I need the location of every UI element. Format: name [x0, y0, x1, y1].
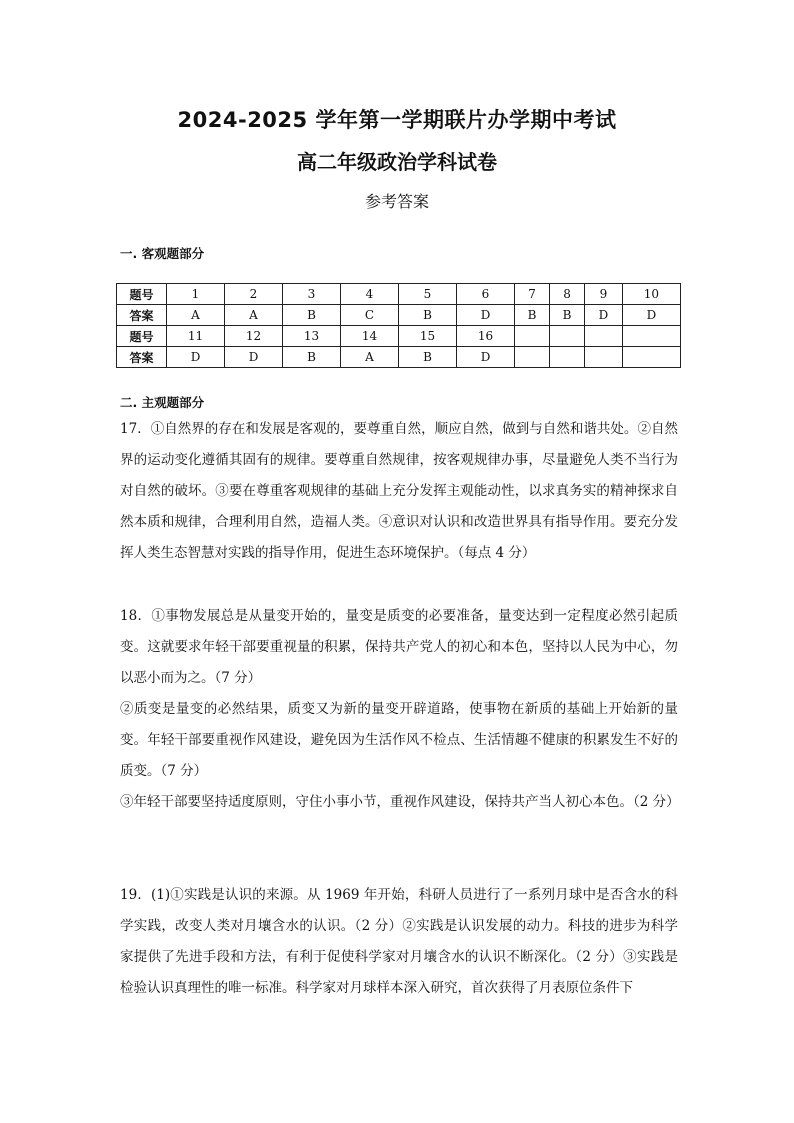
document-type: 参考答案 [364, 192, 429, 211]
answer-table [116, 283, 681, 368]
table-cell: A [341, 347, 399, 368]
table-cell: A [167, 305, 225, 326]
table-cell: B [515, 305, 550, 326]
exam-title: 2024-2025 学年第一学期联片办学期中考试 [177, 108, 617, 132]
table-cell: 13 [283, 326, 341, 347]
table-cell [515, 347, 550, 368]
table-cell: 5 [399, 284, 457, 305]
table-cell: A [225, 305, 283, 326]
table-cell: 6 [457, 284, 515, 305]
table-cell: 9 [585, 284, 623, 305]
table-cell [550, 347, 585, 368]
answer-17 [120, 414, 678, 569]
row-label-question: 题号 [117, 326, 167, 347]
section-objective-heading: 一. 客观题部分 [120, 246, 205, 261]
answer-18 [120, 601, 678, 818]
table-cell: B [283, 305, 341, 326]
table-cell: 1 [167, 284, 225, 305]
table-cell: 10 [622, 284, 680, 305]
table-cell: 4 [341, 284, 399, 305]
table-cell: B [283, 347, 341, 368]
table-cell [550, 326, 585, 347]
table-cell: B [399, 347, 457, 368]
section-subjective-heading: 二. 主观题部分 [120, 395, 205, 410]
table-cell: 8 [550, 284, 585, 305]
table-cell: D [622, 305, 680, 326]
table-cell: 12 [225, 326, 283, 347]
table-cell: 3 [283, 284, 341, 305]
table-row-answers-1 [117, 305, 681, 326]
table-cell: 11 [167, 326, 225, 347]
table-cell [622, 347, 680, 368]
table-cell: D [585, 305, 623, 326]
table-cell [515, 326, 550, 347]
table-cell [585, 347, 623, 368]
table-row-question-numbers-2 [117, 326, 681, 347]
table-cell: 2 [225, 284, 283, 305]
table-cell: C [341, 305, 399, 326]
exam-subtitle: 高二年级政治学科试卷 [297, 150, 497, 174]
answer-18-point-3: ③年轻干部要坚持适度原则，守住小事小节，重视作风建设，保持共产当人初心本色。（2 分） [120, 794, 680, 810]
answer-18-point-2: ②质变是量变的必然结果，质变又为新的量变开辟道路，使事物在新质的基础上开始新的量变。年轻干部要重视作风建设，避免因为生活作风不检点、生活情趣不健康的积累发生不好的质变。（7 分） [120, 701, 678, 779]
answer-19-text: 19．(1)①实践是认识的来源。从 1969 年开始，科研人员进行了一系列月球中是否含水的科学实践，改变人类对月壤含水的认识。（2 分）②实践是认识发展的动力。科技的进步为科学家提供了先进手段和方法，有利于促使科学家对月壤含水的认识不断深化。（2 分）③实践是检验认识真理性的唯一标准。科学家对月球样本深入研究，首次获得了月表原位条件下 [120, 887, 678, 996]
row-label-answer: 答案 [117, 347, 167, 368]
table-cell: D [457, 347, 515, 368]
table-cell: D [225, 347, 283, 368]
row-label-question: 题号 [117, 284, 167, 305]
answer-17-text: 17．①自然界的存在和发展是客观的，要尊重自然，顺应自然，做到与自然和谐共处。②自然界的运动变化遵循其固有的规律。要尊重自然规律，按客观规律办事，尽量避免人类不当行为对自然的破坏。③要在尊重客观规律的基础上充分发挥主观能动性，以求真务实的精神探求自然本质和规律，合理利用自然，造福人类。④意识对认识和改造世界具有指导作用。要充分发挥人类生态智慧对实践的指导作用，促进生态环境保护。（每点 4 分） [120, 421, 678, 561]
answer-18-point-1: 18．①事物发展总是从量变开始的，量变是质变的必要准备，量变达到一定程度必然引起质变。这就要求年轻干部要重视量的积累，保持共产党人的初心和本色，坚持以人民为中心，勿以恶小而为之。（7 分） [120, 608, 678, 686]
table-cell: 15 [399, 326, 457, 347]
table-cell: D [457, 305, 515, 326]
table-cell: B [550, 305, 585, 326]
table-cell: D [167, 347, 225, 368]
answer-19 [120, 880, 678, 1004]
table-row-question-numbers-1 [117, 284, 681, 305]
table-cell [622, 326, 680, 347]
table-cell: B [399, 305, 457, 326]
table-cell: 14 [341, 326, 399, 347]
table-cell: 7 [515, 284, 550, 305]
table-cell: 16 [457, 326, 515, 347]
table-row-answers-2 [117, 347, 681, 368]
table-cell [585, 326, 623, 347]
row-label-answer: 答案 [117, 305, 167, 326]
